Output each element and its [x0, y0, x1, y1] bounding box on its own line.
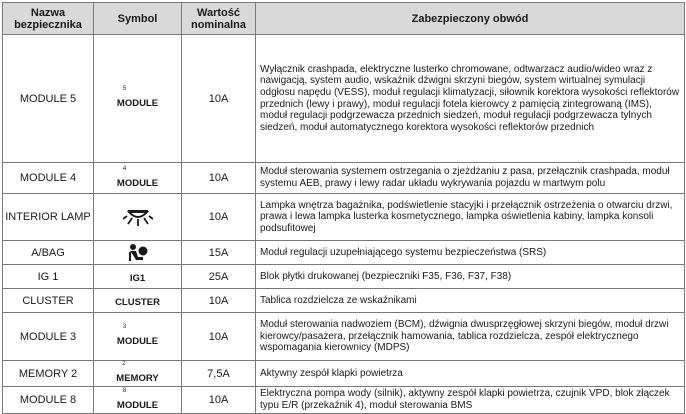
fuse-name: INTERIOR LAMP — [3, 194, 94, 241]
table-row — [3, 361, 685, 387]
fuse-name: CLUSTER — [3, 289, 94, 313]
table-row — [3, 241, 685, 265]
fuse-circuit: Moduł sterowania systemem ostrzegania o zjeżdżaniu z pasa, przełącznik crashpada, moduł systemu AEB, prawy i lewy radar układu wykrywania pojazdu w martwym polu — [256, 163, 685, 194]
fuse-circuit: Wyłącznik crashpada, elektryczne lusterko chromowane, odtwarzacz audio/wideo wraz z nawigacją, system audio, wskaźnik dźwigni skrzyni biegów, system wirtualnej symulacji odgłosu napędu (VESS), moduł regulacji klimatyzacji, siłownik korektora wysokości reflektorów przednich (lewy i prawy), moduł regulacji fotela kierowcy z pamięcią zintegrowaną (IMS), moduł regulacji podgrzewacza przednich siedzeń, moduł regulacji podgrzewacza tylnych siedzeń, moduł automatycznego korektora wysokości reflektorów przednich — [256, 35, 685, 163]
fuse-name: A/BAG — [3, 241, 94, 265]
fuse-name: IG 1 — [3, 265, 94, 289]
fuse-circuit: Blok płytki drukowanej (bezpieczniki F35, F36, F37, F38) — [256, 265, 685, 289]
fuse-circuit: Lampka wnętrza bagażnika, podświetlenie stacyjki i przełącznik ostrzeżenia o otwarciu drzwi, prawa i lewa lampka lusterka kosmetycznego, lampka oświetlenia kabiny, lampka konsoli podsufitowej — [256, 194, 685, 241]
symbol-label: MEMORY — [116, 373, 159, 384]
fuse-circuit: Aktywny zespół klapki powietrza — [256, 361, 685, 387]
fuse-rating: 15A — [182, 241, 256, 265]
fuse-rating: 10A — [182, 194, 256, 241]
interior-lamp-icon — [123, 206, 153, 228]
fuse-rating: 7,5A — [182, 361, 256, 387]
fuse-rating: 10A — [182, 313, 256, 361]
fuse-circuit: Elektryczna pompa wody (silnik), aktywny zespół klapki powietrza, czujnik VPD, blok złączek typu E/R (przekaźnik 4), moduł sterowania BMS — [256, 387, 685, 414]
symbol-label: MODULE — [116, 399, 159, 411]
symbol-number: 5 — [122, 86, 127, 92]
fuse-symbol — [94, 313, 182, 361]
fuse-symbol — [94, 241, 182, 265]
symbol-label: MODULE — [116, 336, 159, 347]
symbol-number: 4 — [122, 165, 127, 172]
fuse-name: MODULE 4 — [3, 163, 94, 194]
symbol-number: 8 — [122, 387, 127, 394]
fuse-name: MODULE 3 — [3, 313, 94, 361]
symbol-label: MODULE — [116, 98, 159, 109]
header-fuse-name: Nazwa bezpiecznika — [3, 3, 94, 35]
fuse-symbol — [94, 289, 182, 313]
fuse-rating: 10A — [182, 289, 256, 313]
fuse-name: MEMORY 2 — [3, 361, 94, 387]
fuse-circuit: Tablica rozdzielcza ze wskaźnikami — [256, 289, 685, 313]
fuse-rating: 25A — [182, 265, 256, 289]
table-row — [3, 265, 685, 289]
table-row — [3, 163, 685, 194]
airbag-icon — [127, 243, 149, 263]
table-row — [3, 387, 685, 414]
fuse-symbol — [94, 265, 182, 289]
fuse-symbol — [94, 387, 182, 414]
table-row — [3, 289, 685, 313]
table-row — [3, 194, 685, 241]
fuse-rating: 10A — [182, 35, 256, 163]
table-row — [3, 35, 685, 163]
fuse-rating: 10A — [182, 387, 256, 414]
fuse-name: MODULE 8 — [3, 387, 94, 414]
symbol-number: 2 — [122, 361, 126, 367]
header-rating: Wartość nominalna — [182, 3, 256, 35]
fuse-circuit: Moduł sterowania nadwoziem (BCM), dźwignia dwusprzęgłowej skrzyni biegów, moduł drzwi kierowcy/pasażera, przełącznik hamowania, tablica rozdzielcza, zespół elektrycznego wspomagania kierownicy (MDPS) — [256, 313, 685, 361]
fuse-symbol — [94, 194, 182, 241]
fuse-circuit: Moduł regulacji uzupełniającego systemu bezpieczeństwa (SRS) — [256, 241, 685, 265]
header-symbol: Symbol — [94, 3, 182, 35]
symbol-label: IG1 — [129, 272, 146, 284]
header-protected-circuit: Zabezpieczony obwód — [256, 3, 685, 35]
fuse-symbol — [94, 163, 182, 194]
table-header-row — [3, 3, 685, 35]
fuse-name: MODULE 5 — [3, 35, 94, 163]
symbol-label: CLUSTER — [115, 296, 160, 308]
fuse-table — [2, 2, 685, 414]
symbol-number: 3 — [122, 324, 127, 330]
table-row — [3, 313, 685, 361]
fuse-rating: 10A — [182, 163, 256, 194]
symbol-label: MODULE — [116, 177, 159, 189]
fuse-symbol — [94, 35, 182, 163]
fuse-symbol — [94, 361, 182, 387]
